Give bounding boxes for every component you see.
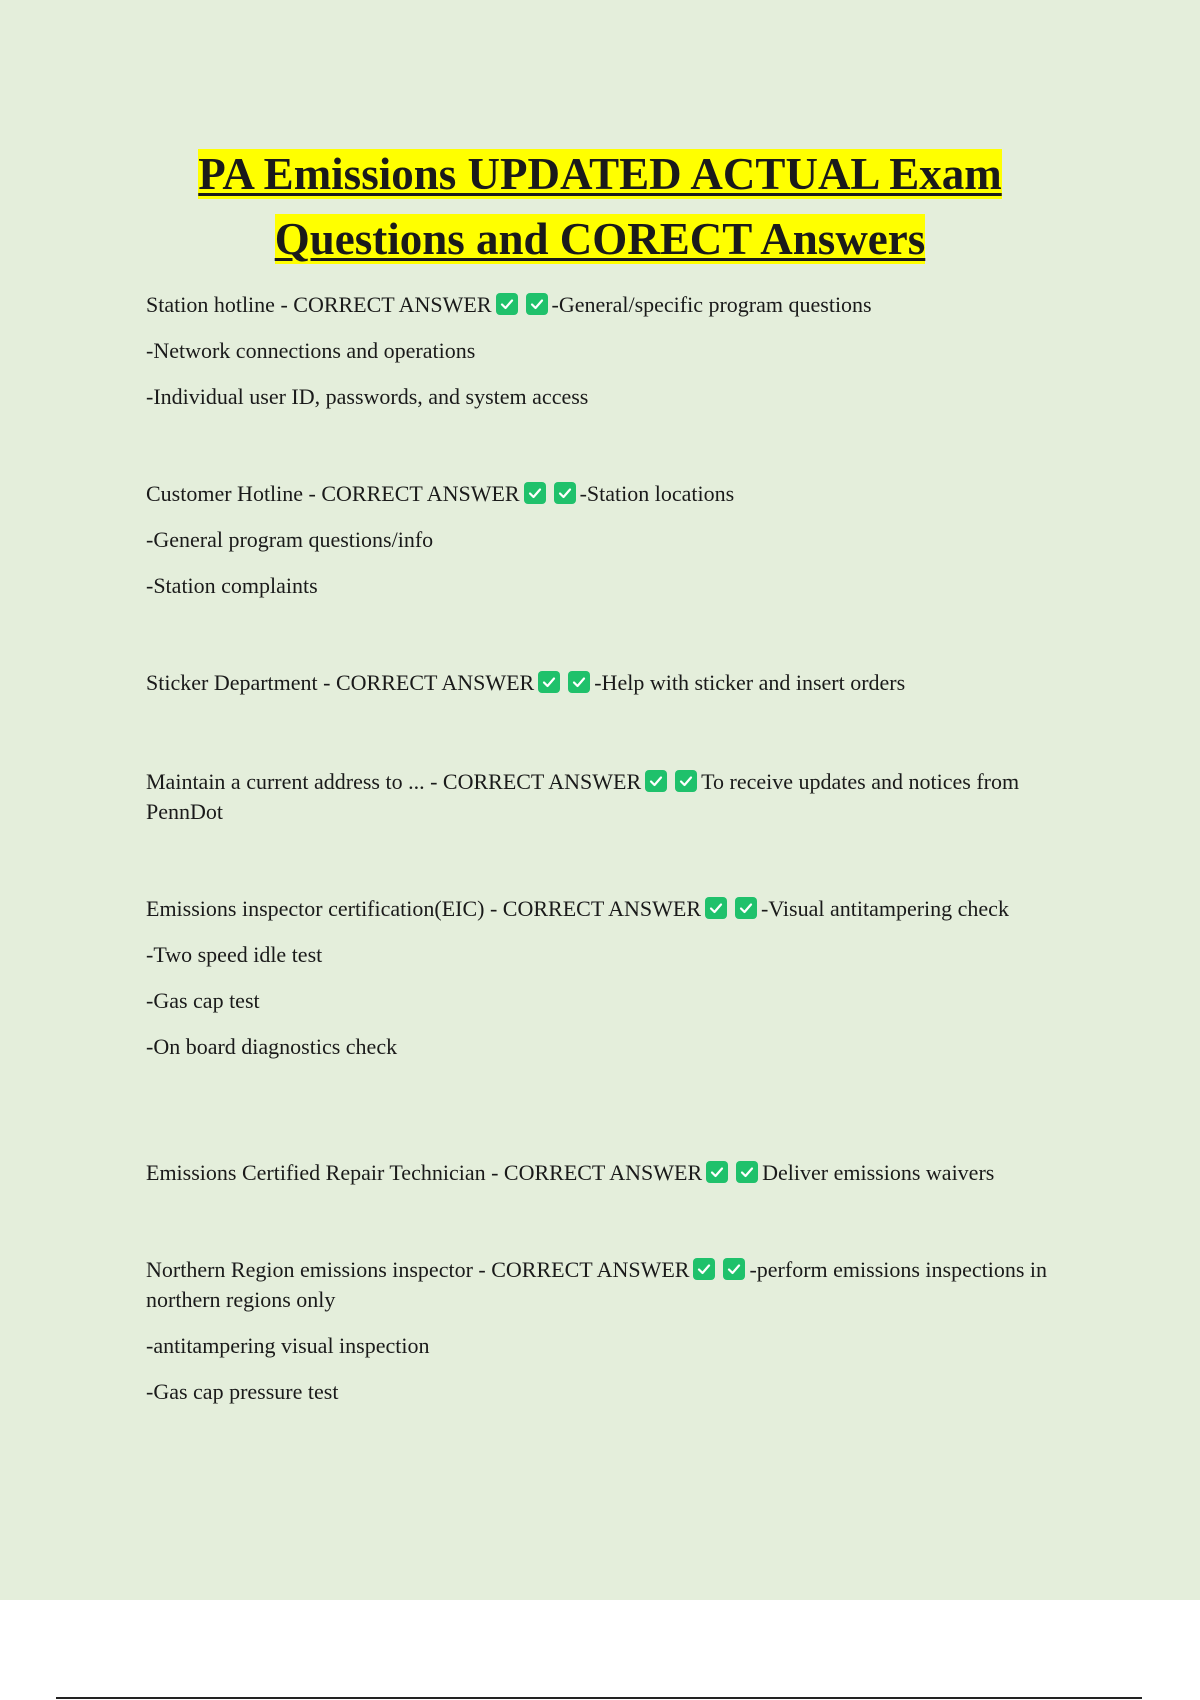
qa-item bbox=[146, 479, 1086, 601]
qa-item bbox=[146, 1255, 1086, 1407]
title-line-2: Questions and CORECT Answers bbox=[274, 214, 926, 264]
answer-detail: -Station complaints bbox=[146, 573, 318, 598]
check-icon bbox=[736, 1161, 758, 1183]
qa-question-line bbox=[146, 290, 1086, 320]
check-icon bbox=[554, 482, 576, 504]
answer-detail: -Two speed idle test bbox=[146, 942, 323, 967]
check-icon bbox=[723, 1258, 745, 1280]
qa-question-line bbox=[146, 767, 1086, 827]
qa-question-line bbox=[146, 894, 1086, 924]
check-icon bbox=[706, 1161, 728, 1183]
question-text: Northern Region emissions inspector - CORRECT ANSWER bbox=[146, 1257, 690, 1282]
check-icon bbox=[705, 897, 727, 919]
qa-item bbox=[146, 668, 1086, 698]
check-icon bbox=[675, 770, 697, 792]
answer-detail: -antitampering visual inspection bbox=[146, 1333, 430, 1358]
check-icon bbox=[735, 897, 757, 919]
check-icon bbox=[524, 482, 546, 504]
answer-text: -Visual antitampering check bbox=[761, 896, 1009, 921]
check-icon bbox=[568, 671, 590, 693]
answer-text: -Help with sticker and insert orders bbox=[594, 670, 906, 695]
check-icon bbox=[693, 1258, 715, 1280]
answer-text: To receive updates and notices from PennDot bbox=[146, 769, 1020, 824]
check-icon bbox=[496, 293, 518, 315]
answer-detail: -Gas cap pressure test bbox=[146, 1379, 339, 1404]
question-text: Emissions Certified Repair Technician - CORRECT ANSWER bbox=[146, 1160, 703, 1185]
question-text: Sticker Department - CORRECT ANSWER bbox=[146, 670, 535, 695]
question-text: Station hotline - CORRECT ANSWER bbox=[146, 292, 492, 317]
qa-item bbox=[146, 290, 1086, 412]
qa-question-line bbox=[146, 668, 1086, 698]
answer-detail: -Individual user ID, passwords, and system access bbox=[146, 384, 589, 409]
document-title bbox=[100, 142, 1100, 272]
question-text: Maintain a current address to ... - CORRECT ANSWER bbox=[146, 769, 642, 794]
answer-detail: -General program questions/info bbox=[146, 527, 434, 552]
question-text: Emissions inspector certification(EIC) - CORRECT ANSWER bbox=[146, 896, 702, 921]
question-text: Customer Hotline - CORRECT ANSWER bbox=[146, 481, 520, 506]
answer-text: Deliver emissions waivers bbox=[762, 1160, 995, 1185]
check-icon bbox=[526, 293, 548, 315]
check-icon bbox=[645, 770, 667, 792]
qa-question-line bbox=[146, 479, 1086, 509]
answer-detail: -Gas cap test bbox=[146, 988, 260, 1013]
qa-question-line bbox=[146, 1255, 1086, 1315]
answer-text: -Station locations bbox=[579, 481, 735, 506]
answer-detail: -Network connections and operations bbox=[146, 338, 476, 363]
answer-text: -perform emissions inspections in northern regions only bbox=[146, 1257, 1048, 1312]
answer-text: -General/specific program questions bbox=[551, 292, 872, 317]
footer-divider bbox=[56, 1697, 1142, 1699]
qa-item bbox=[146, 1158, 1086, 1188]
title-line-1: PA Emissions UPDATED ACTUAL Exam bbox=[198, 149, 1002, 199]
qa-item bbox=[146, 767, 1086, 827]
qa-question-line bbox=[146, 1158, 1086, 1188]
check-icon bbox=[538, 671, 560, 693]
answer-detail: -On board diagnostics check bbox=[146, 1034, 398, 1059]
qa-item bbox=[146, 894, 1086, 1062]
